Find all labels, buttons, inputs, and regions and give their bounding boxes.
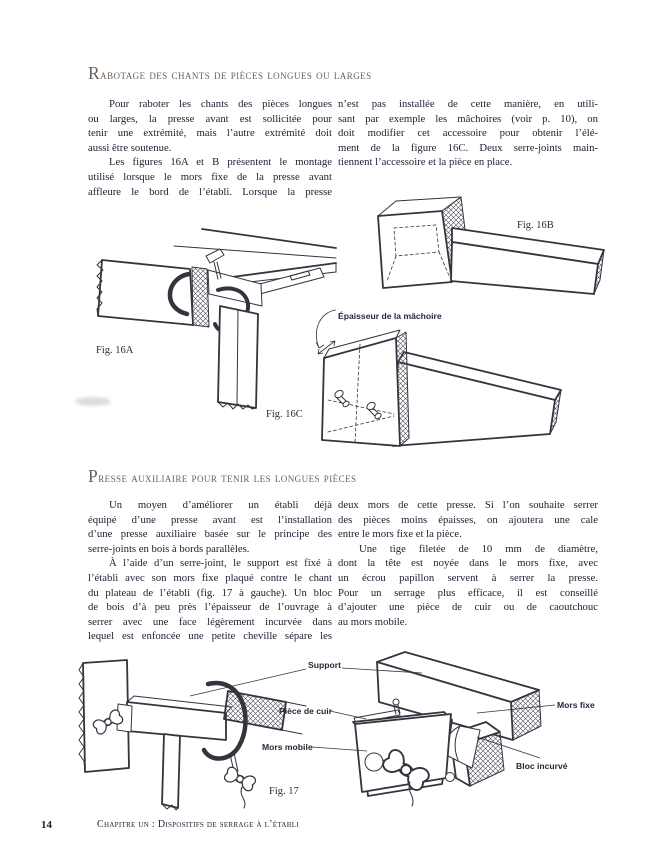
text-line: lequel est enfoncée une petite cheville sépare les [88, 630, 332, 643]
text-line: utilisé lorsque le mors fixe de la presse avant [88, 170, 332, 183]
scan-smudge [75, 397, 111, 406]
text-line: des pièces moins épaisses, on ajoutera une cale [338, 513, 598, 526]
section1-column-left [88, 97, 332, 199]
paragraph [88, 97, 332, 155]
text-line: doit modifier cet accessoire pour obtenir l’élé- [338, 127, 598, 140]
section1-column-right [338, 97, 598, 170]
label-support: Support [308, 660, 341, 670]
text-line: aussi être soutenue. [88, 141, 172, 154]
text-line: d’une presse auxiliaire basée sur le principe des [88, 528, 332, 541]
text-line: Les figures 16A et B présentent le montage [109, 156, 332, 169]
label-bloc-incurve: Bloc incurvé [516, 761, 568, 771]
section2-column-right [338, 498, 598, 629]
text-line: un écrou papillon servent à serrer la presse. [338, 571, 598, 584]
text-line: d’ajouter une pièce de cuir ou de caoutchouc [338, 601, 598, 614]
paragraph [88, 498, 332, 556]
workpiece-board [97, 260, 193, 325]
text-line: sant par exemple les mâchoires (voir p. 10), on [338, 112, 598, 125]
label-mors-mobile: Mors mobile [262, 742, 313, 752]
label-piece-de-cuir: Pièce de cuir [279, 706, 333, 716]
figure-16a-illustration [68, 206, 338, 424]
figure-16a-caption: Fig. 16A [96, 345, 134, 356]
section-heading-rabotage: Rabotage des chants de pièces longues ou larges [88, 63, 372, 83]
text-line: Une tige filetée de 10 mm de diamètre, [359, 542, 598, 555]
text-line: n’est pas installée de cette manière, en utili- [338, 98, 598, 110]
text-line: équipé d’une presse avant est l’installation [88, 513, 332, 526]
text-line: serre-joints en bois à bords parallèles. [88, 542, 250, 555]
figure-17-caption: Fig. 17 [269, 786, 299, 797]
text-line: deux mors de cette presse. Si l’on souhaite serrer [338, 499, 598, 511]
figure-16c-illustration [308, 296, 614, 464]
text-line: de bois d’à peu près l’épaisseur de l’ouvrage à [88, 601, 332, 614]
wing-nut [223, 766, 257, 792]
chapter-running-title: Chapitre un : Dispositifs de serrage à l’établi [97, 819, 299, 830]
text-line: entre le mors fixe et la pièce. [338, 528, 462, 541]
figure-16c-caption: Fig. 16C [266, 409, 303, 420]
text-line: tiennent l’accessoire et la pièce en place. [338, 156, 513, 169]
text-line: l’établi avec son mors fixe plaqué contre le chant [88, 571, 332, 584]
stepped-block [378, 197, 604, 294]
figure-17-illustration [58, 646, 648, 818]
figure-16b-caption: Fig. 16B [517, 220, 554, 231]
paragraph [88, 155, 332, 199]
page-number: 14 [41, 819, 52, 831]
text-line: ment de la figure 16C. Deux serre-joints main- [338, 141, 598, 154]
section-heading-presse-auxiliaire: Presse auxiliaire pour tenir les longues pièces [88, 466, 357, 486]
text-line: du plateau de l’établi (fig. 17 à gauche). Un bloc [88, 586, 332, 599]
long-bar [393, 352, 561, 446]
label-mors-fixe: Mors fixe [557, 700, 595, 710]
text-line: serrer avec une face légèrement incurvée dans [88, 615, 332, 628]
text-line: Un moyen d’améliorer un établi déjà [109, 499, 332, 511]
text-line: ou larges, la presse avant est sollicitée pour [88, 112, 332, 125]
section2-column-left [88, 498, 332, 644]
bench-leg [218, 306, 258, 409]
text-line: Pour un serrage plus efficace, il est conseillé [338, 586, 598, 599]
jaw-thickness-label: Épaisseur de la mâchoire [338, 311, 442, 321]
paragraph [338, 97, 598, 170]
text-line: À l’aide d’un serre-joint, le support est fixé à [109, 557, 332, 570]
text-line: au mors mobile. [338, 615, 408, 628]
paragraph [338, 498, 598, 542]
thickness-annotation [316, 310, 336, 354]
text-line: dont la tête est noyée dans le mors fixe, avec [338, 557, 598, 570]
text-line: affleure le bord de l’établi. Lorsque la presse [88, 185, 332, 198]
text-line: Pour raboter les chants des pièces longues [109, 98, 332, 110]
text-line: tenir une extrémité, mais l’autre extrémité doit [88, 127, 332, 140]
paragraph [338, 542, 598, 630]
paragraph [88, 556, 332, 644]
jaw-block [322, 330, 409, 446]
